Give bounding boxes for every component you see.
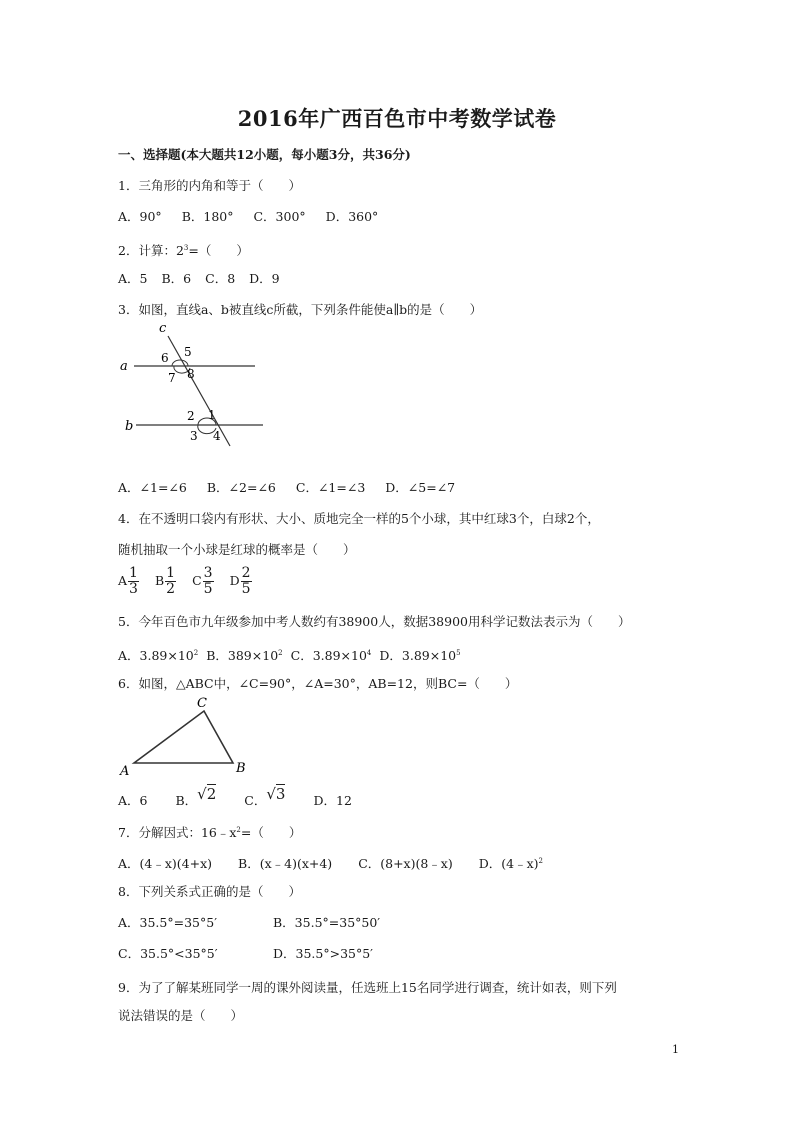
numerator: 1 xyxy=(129,565,138,581)
exponent: 5 xyxy=(456,649,461,657)
question-6-options xyxy=(118,785,372,810)
option-b: B．35.5°=35°50′ xyxy=(273,915,381,930)
option-a: A．35.5°=35°5′ xyxy=(118,915,218,930)
exponent: 3 xyxy=(183,244,189,252)
option-text: C． xyxy=(244,793,267,808)
angle-8: 8 xyxy=(187,367,195,381)
angle-1: 1 xyxy=(208,408,216,422)
section-heading: 一、选择题(本大题共12小题，每小题3分，共36分) xyxy=(118,147,411,162)
question-1-options xyxy=(118,209,398,225)
page-title: 2016年广西百色市中考数学试卷 xyxy=(237,106,557,131)
option-a: A．(4﹣x)(4+x) xyxy=(118,856,213,872)
option-b xyxy=(175,785,217,810)
option-d: D．360° xyxy=(325,209,379,224)
option-text: A．3.89×10 xyxy=(118,648,194,664)
angle-7: 7 xyxy=(168,371,176,385)
exponent: 4 xyxy=(366,649,372,657)
denominator: 5 xyxy=(203,581,213,597)
angle-3: 3 xyxy=(190,429,198,443)
option-d: D．9 xyxy=(249,271,280,286)
sqrt-2: √2 xyxy=(197,785,217,803)
question-2-stem xyxy=(118,240,249,259)
option-c: C．∠1=∠3 xyxy=(295,480,366,495)
option-c: C．8 xyxy=(205,271,236,286)
question-3-options xyxy=(118,480,475,496)
exponent: 2 xyxy=(236,826,241,834)
denominator: 2 xyxy=(166,581,176,597)
option-text: D．3.89×10 xyxy=(379,648,457,664)
vertex-c: C xyxy=(197,696,207,711)
stem-text: 7．分解因式：16﹣x xyxy=(118,825,237,841)
stem-text: =（ ） xyxy=(188,243,249,259)
option-a: A．6 xyxy=(118,793,148,808)
label-line-c: c xyxy=(159,321,167,336)
question-7-stem xyxy=(118,822,301,841)
angle-6: 6 xyxy=(161,351,169,365)
option-text: D．(4﹣x) xyxy=(478,856,539,872)
option-b: B．∠2=∠6 xyxy=(206,480,276,495)
option-d-letter: D xyxy=(229,573,240,588)
option-c xyxy=(291,645,372,664)
radicand: 3 xyxy=(275,785,286,803)
option-a: A．∠1=∠6 xyxy=(118,480,187,495)
angle-4: 4 xyxy=(213,429,221,443)
page-number: 1 xyxy=(672,1043,679,1056)
option-text: B． xyxy=(175,793,198,808)
option-a: A．90° xyxy=(118,209,162,224)
option-b: B．(x﹣4)(x+4) xyxy=(238,856,333,872)
numerator: 1 xyxy=(166,565,176,581)
option-d: D．∠5=∠7 xyxy=(385,480,456,495)
question-3-stem: 3．如图，直线a、b被直线c所截，下列条件能使a∥b的是（ ） xyxy=(118,302,483,317)
option-b: B．6 xyxy=(161,271,192,286)
option-c xyxy=(244,785,286,810)
vertex-a: A xyxy=(120,764,130,779)
label-line-a: a xyxy=(120,359,128,374)
question-8-options-row1 xyxy=(118,915,380,931)
option-c-letter: C xyxy=(192,573,202,588)
option-d xyxy=(379,645,460,664)
option-b xyxy=(206,645,282,664)
question-8-options-row2 xyxy=(118,946,373,962)
exponent: 2 xyxy=(278,649,283,657)
option-c-fraction xyxy=(203,566,214,597)
option-text: B．389×10 xyxy=(206,648,279,664)
sqrt-3: √3 xyxy=(266,785,286,803)
numerator: 2 xyxy=(241,565,251,581)
denominator: 3 xyxy=(129,581,138,597)
question-5-options xyxy=(118,645,481,664)
question-8-stem: 8．下列关系式正确的是（ ） xyxy=(118,884,301,899)
option-d-fraction xyxy=(241,566,252,597)
option-d: D．12 xyxy=(313,793,352,808)
option-d xyxy=(479,853,543,872)
numerator: 3 xyxy=(203,565,213,581)
option-c: C．(8+x)(8﹣x) xyxy=(358,856,453,872)
question-4-options xyxy=(118,566,268,597)
question-5-stem: 5．今年百色市九年级参加中考人数约有38900人，数据38900用科学记数法表示为（ ） xyxy=(118,614,631,629)
angle-5: 5 xyxy=(184,345,192,359)
option-a-fraction xyxy=(128,566,139,597)
question-6-stem: 6．如图，△ABC中，∠C=90°，∠A=30°，AB=12，则BC=（ ） xyxy=(118,676,518,691)
vertex-b: B xyxy=(236,761,246,776)
question-9-stem-line1: 9．为了了解某班同学一周的课外阅读量，任选班上15名同学进行调查，统计如表，则下列 xyxy=(118,980,617,995)
question-2-options xyxy=(118,271,300,287)
option-c: C．35.5°<35°5′ xyxy=(118,946,218,961)
angle-2: 2 xyxy=(187,409,195,423)
stem-text: =（ ） xyxy=(240,825,302,841)
question-7-options xyxy=(118,853,563,872)
option-d: D．35.5°>35°5′ xyxy=(273,946,374,961)
denominator: 5 xyxy=(241,581,251,597)
stem-text: 2．计算：2 xyxy=(118,243,184,259)
option-b-fraction xyxy=(165,566,176,597)
label-line-b: b xyxy=(125,419,134,434)
option-a xyxy=(118,645,198,664)
option-a: A．5 xyxy=(118,271,148,286)
option-text: C．3.89×10 xyxy=(290,648,367,664)
exponent: 2 xyxy=(538,857,543,865)
exponent: 2 xyxy=(193,649,199,657)
right-triangle-figure xyxy=(112,693,262,781)
option-b-letter: B xyxy=(154,573,165,588)
question-4-stem-line1: 4．在不透明口袋内有形状、大小、质地完全一样的5个小球，其中红球3个，白球2个， xyxy=(118,511,600,526)
question-4-stem-line2: 随机抽取一个小球是红球的概率是（ ） xyxy=(118,542,356,557)
question-9-stem-line2: 说法错误的是（ ） xyxy=(118,1008,244,1023)
option-b: B．180° xyxy=(181,209,234,224)
radicand: 2 xyxy=(206,785,217,803)
option-c: C．300° xyxy=(253,209,306,224)
option-a-letter: A xyxy=(118,573,128,588)
parallel-lines-figure xyxy=(112,318,272,448)
question-1-stem: 1．三角形的内角和等于（ ） xyxy=(118,178,301,193)
